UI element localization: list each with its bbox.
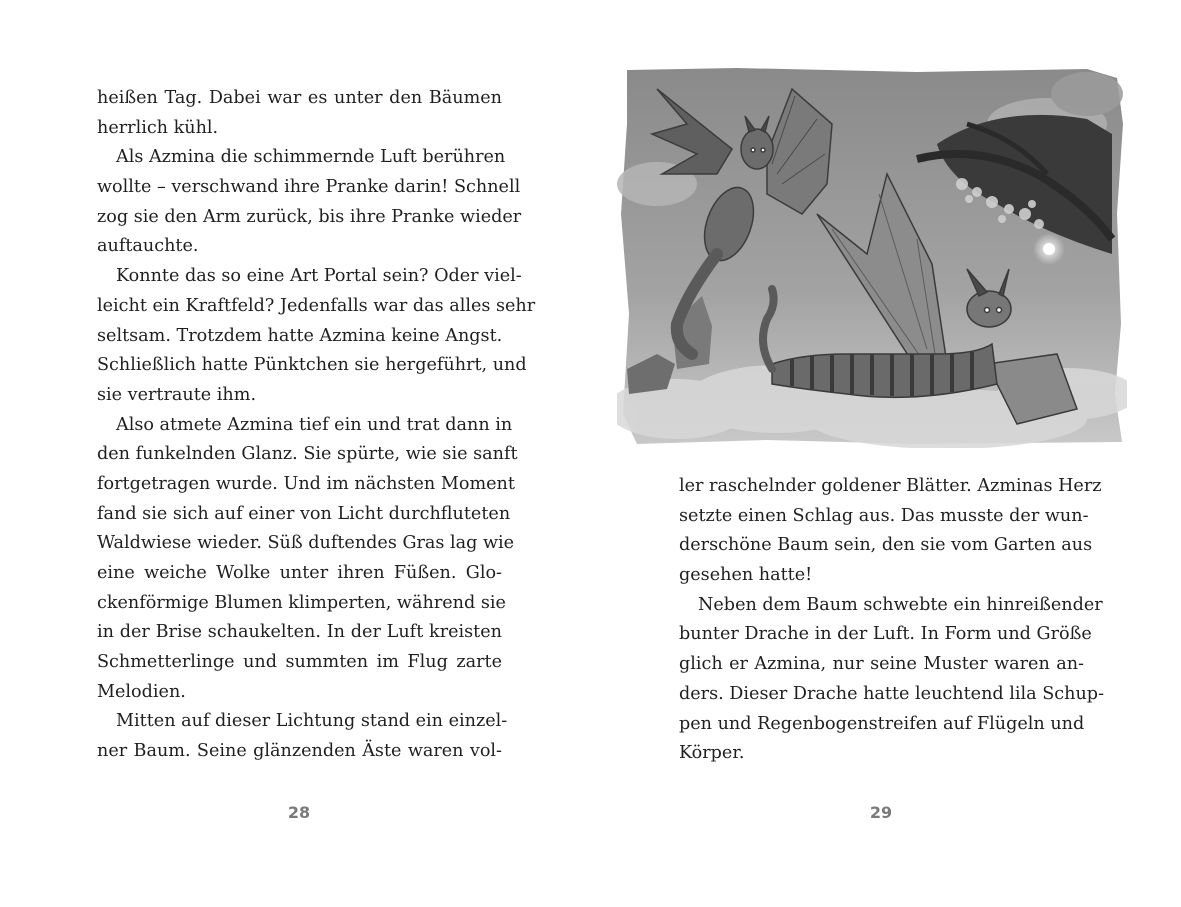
page-number-right: 29 [869, 803, 893, 822]
text-line: fortgetragen wurde. Und im nächsten Moment [97, 473, 515, 494]
text-line: eine weiche Wolke unter ihren Füßen. Glo- [97, 563, 502, 583]
text-line: Waldwiese wieder. Süß duftendes Gras lag wie [97, 533, 515, 554]
text-line: Schmetterlinge und summten im Flug zarte [97, 652, 502, 673]
text-line: auftauchte. [97, 236, 199, 257]
page-number-left: 28 [287, 803, 311, 822]
text-line: derschöne Baum sein, den sie vom Garten aus [679, 535, 1093, 556]
text-line: glich er Azmina, nur seine Muster waren an- [679, 654, 1084, 675]
text-line: seltsam. Trotzdem hatte Azmina keine Angst. [97, 325, 503, 346]
text-line: pen und Regenbogenstreifen auf Flügeln und [679, 713, 1085, 734]
text-line: Melodien. [97, 681, 186, 702]
text-line: herrlich kühl. [97, 117, 219, 138]
text-line: den funkelnden Glanz. Sie spürte, wie sie sanft [97, 444, 518, 465]
text-line: Körper. [679, 743, 745, 764]
text-line: gesehen hatte! [679, 565, 813, 586]
text-line: ler raschelnder goldener Blätter. Azminas Herz [679, 476, 1102, 496]
text-line: ner Baum. Seine glänzenden Äste waren vol- [97, 741, 502, 762]
text-line: zog sie den Arm zurück, bis ihre Pranke wieder [97, 206, 522, 227]
text-line: wollte – verschwand ihre Pranke darin! Schnell [97, 177, 521, 198]
text-line: Also atmete Azmina tief ein und trat dann in [116, 414, 513, 435]
text-line: in der Brise schaukelten. In der Luft kreisten [97, 622, 502, 643]
text-line: Als Azmina die schimmernde Luft berühren [116, 147, 506, 168]
text-line: ders. Dieser Drache hatte leuchtend lila Schup- [679, 683, 1105, 704]
text-line: Konnte das so eine Art Portal sein? Oder viel- [116, 266, 522, 287]
text-line: leicht ein Kraftfeld? Jedenfalls war das alles sehr [97, 295, 536, 316]
right-page-text [679, 472, 1105, 769]
text-line: ckenförmige Blumen klimperten, während sie [97, 592, 506, 613]
text-line: fand sie sich auf einer von Licht durchfluteten [97, 503, 511, 524]
text-line: Mitten auf dieser Lichtung stand ein einzel- [116, 711, 508, 732]
text-line: Schließlich hatte Pünktchen sie hergeführt, und [97, 355, 527, 376]
text-line: setzte einen Schlag aus. Das musste der wun- [679, 505, 1089, 526]
text-line: sie vertraute ihm. [97, 384, 257, 405]
text-line: heißen Tag. Dabei war es unter den Bäumen [97, 88, 502, 108]
text-line: bunter Drache in der Luft. In Form und Größe [679, 624, 1092, 645]
dragon-illustration [617, 64, 1127, 448]
text-line: Neben dem Baum schwebte ein hinreißender [698, 594, 1103, 615]
left-page-text [97, 84, 536, 767]
